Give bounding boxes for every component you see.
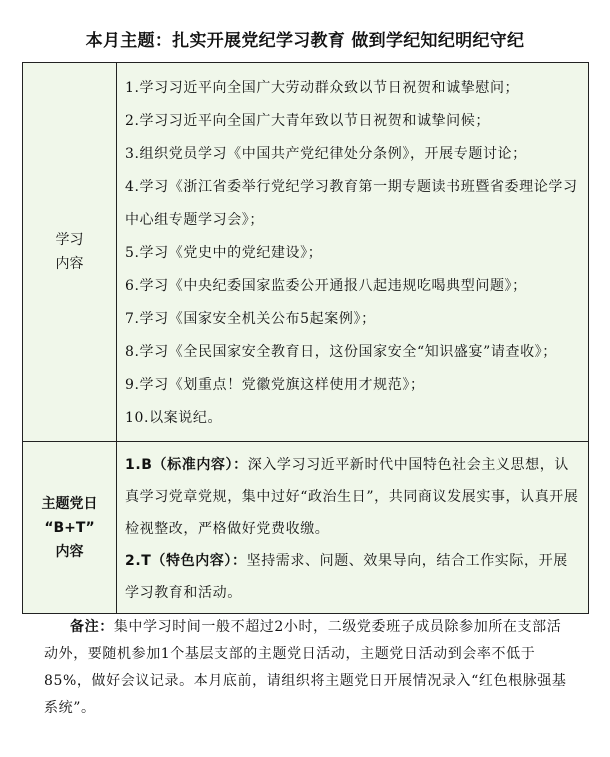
b-text: 深入学习习近平新时代中国特色社会主义思想，认真学习党章党规，集中过好“政治生日”，共同商议发展实事，认真开展检视整改，严格做好党费收缴。 <box>125 456 579 537</box>
study-label-line1: 学习 <box>55 232 84 248</box>
t-feature-content <box>125 545 582 609</box>
page-title: 本月主题：扎实开展党纪学习教育 做到学纪知纪明纪守纪 <box>85 31 525 51</box>
list-item: 6.学习《中央纪委国家监委公开通报八起违规吃喝典型问题》； <box>125 277 527 294</box>
theme-label-line3: 内容 <box>55 543 84 560</box>
list-item: 9.学习《划重点！党徽党旗这样使用才规范》； <box>125 376 425 393</box>
list-item: 2.学习习近平向全国广大青年致以节日祝贺和诚挚问候； <box>125 112 490 129</box>
theme-label-line1: 主题党日 <box>41 495 98 512</box>
study-content-row <box>23 63 589 442</box>
t-text: 坚持需求、问题、效果导向，结合工作实际，开展学习教育和活动。 <box>125 552 568 601</box>
theme-label-line2: “B+T” <box>44 519 95 536</box>
study-label-line2: 内容 <box>55 256 84 272</box>
theme-day-row <box>23 442 589 614</box>
study-plan-table <box>22 62 589 614</box>
list-item: 5.学习《党史中的党纪建设》； <box>125 244 323 261</box>
theme-day-content <box>117 442 589 614</box>
study-content-label <box>23 63 117 442</box>
list-item: 1.学习习近平向全国广大劳动群众致以节日祝贺和诚挚慰问； <box>125 79 520 96</box>
list-item: 10.以案说纪。 <box>125 409 223 426</box>
note-text: 集中学习时间一般不超过2小时，二级党委班子成员除参加所在支部活动外，要随机参加1个基层支部的主题党日活动，主题党日活动到会率不低于85%，做好会议记录。本月底前，请组织将主题党日开展情况录入“红色根脉强基系统”。 <box>44 619 567 716</box>
study-content-list <box>117 63 589 442</box>
note-label: 备注： <box>70 619 114 635</box>
remarks-note <box>44 614 574 722</box>
theme-day-label <box>23 442 117 614</box>
list-item: 8.学习《全民国家安全教育日，这份国家安全“知识盛宴”请查收》； <box>125 343 557 360</box>
b-standard-content <box>125 449 582 545</box>
t-heading: 2.T（特色内容）： <box>125 552 247 569</box>
list-item: 7.学习《国家安全机关公布5起案例》； <box>125 310 376 327</box>
list-item: 3.组织党员学习《中国共产党纪律处分条例》，开展专题讨论； <box>125 145 527 162</box>
b-heading: 1.B（标准内容）： <box>125 456 248 473</box>
list-item: 4.学习《浙江省委举行党纪学习教育第一期专题读书班暨省委理论学习中心组专题学习会》； <box>125 178 578 228</box>
